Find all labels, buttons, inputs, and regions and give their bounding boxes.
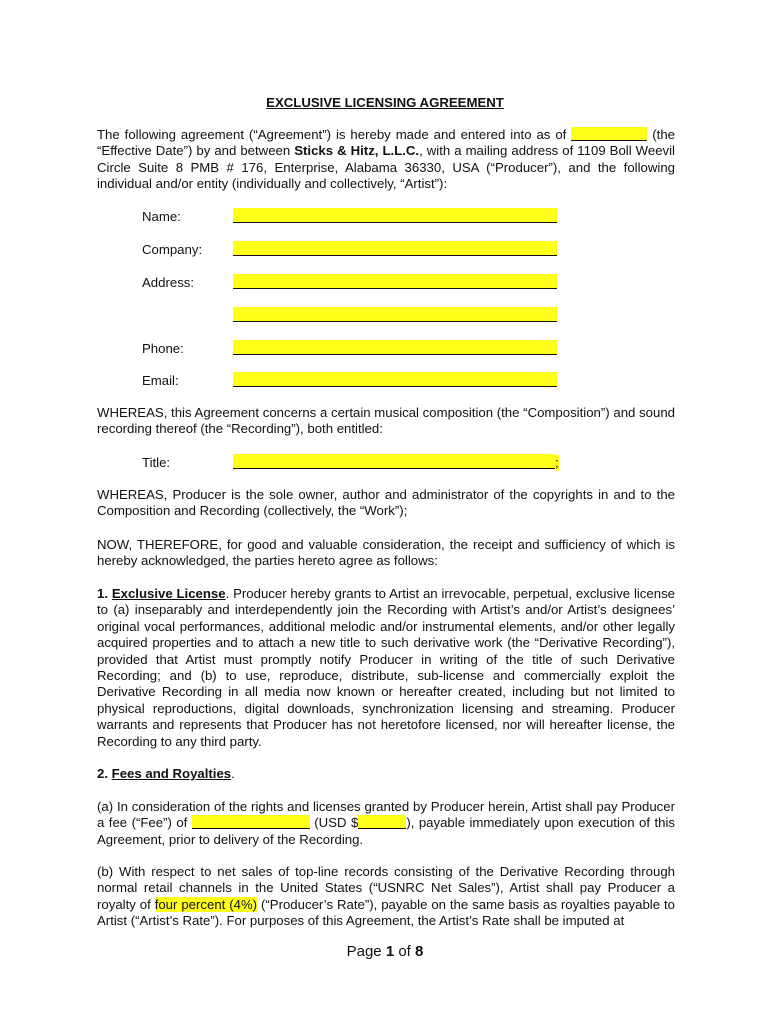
effective-date-blank[interactable] <box>571 127 647 141</box>
title-label: Title: <box>142 455 171 470</box>
whereas-paragraph-2: WHEREAS, Producer is the sole owner, author and administrator of the copyrights in and to the Composition and Recording (collectively, the “Work”); <box>97 487 675 519</box>
address-field-line-1[interactable] <box>233 274 557 289</box>
section-1-paragraph <box>97 586 675 750</box>
page-word: Page <box>346 943 382 960</box>
email-label: Email: <box>142 373 179 388</box>
producer-royalty-rate: four percent (4%) <box>154 896 258 912</box>
title-field[interactable] <box>233 454 555 469</box>
whereas-paragraph-1: WHEREAS, this Agreement concerns a certain musical composition (the “Composition”) and sound recording thereof (the “Recording”), both entitled: <box>97 405 675 437</box>
section-1-body: . Producer hereby grants to Artist an irrevocable, perpetual, exclusive license to (a) inseparably and interdependently join the Recording with Artist’s and/or Artist’s designees’ original vocal performances, additional melodic and/or instrumental elements, and/or other legally acquired properties and to attach a new title to such derivative work (the “Derivative Recording”), provided that Artist must promptly notify Producer in writing of the title of such Derivative Recording; and (b) to use, reproduce, distribute, sub-license and commercially exploit the Derivative Recording in all media now known or hereafter created, including but not limited to physical reproductions, digital downloads, synchronization licensing and streaming. Producer warrants and represents that Producer has not heretofore licensed, nor will hereafter license, the Recording to any third party. <box>97 586 675 749</box>
section-2-number: 2. <box>97 766 108 781</box>
section-2a-text-3: ), payable immediately upon execution of this Agreement, prior to delivery of the Recording. <box>97 815 675 847</box>
address-field-line-2[interactable] <box>233 307 557 322</box>
document-title: EXCLUSIVE LICENSING AGREEMENT <box>266 95 504 110</box>
page-number <box>0 944 770 960</box>
producer-company-name: Sticks & Hitz, L.L.C. <box>294 143 420 159</box>
section-2-heading: Fees and Royalties <box>111 766 232 781</box>
address-label: Address: <box>142 275 195 290</box>
now-therefore-paragraph: NOW, THEREFORE, for good and valuable consideration, the receipt and sufficiency of which is hereby acknowledged, the parties hereto agree as follows: <box>97 537 675 569</box>
section-2b-text-2: (“Producer’s Rate”), payable on the same basis as royalties payable to Artist (“Artist’s Rate”). For purposes of this Agreement, the Artist’s Rate shall be imputed at <box>97 896 675 929</box>
section-1-heading: Exclusive License <box>111 586 226 601</box>
fee-words-blank[interactable] <box>192 815 310 829</box>
name-field[interactable] <box>233 208 557 223</box>
phone-label: Phone: <box>142 341 184 356</box>
name-label: Name: <box>142 209 181 224</box>
intro-text-2: (the “Effective Date”) by and between <box>97 127 675 159</box>
title-field-suffix: ; <box>555 455 559 470</box>
section-1-number: 1. <box>97 586 108 601</box>
intro-text-3: , with a mailing address of 1109 Boll Weevil Circle Suite 8 PMB # 176, Enterprise, Alabama 36330, USA (“Producer”), and the following individual and/or entity (individually and collectively, “Artist”): <box>97 143 675 192</box>
total-pages: 8 <box>415 943 424 960</box>
section-2-period: . <box>231 766 235 781</box>
section-2b-text-1: (b) With respect to net sales of top-line records consisting of the Derivative Recording through normal retail channels in the United States (“USNRC Net Sales”), Artist shall pay Producer a royalty of <box>97 864 675 912</box>
current-page: 1 <box>385 943 395 960</box>
section-2a-text-1: (a) In consideration of the rights and licenses granted by Producer herein, Artist shall pay Producer a fee (“Fee”) of <box>97 799 675 831</box>
company-label: Company: <box>142 242 203 257</box>
company-field[interactable] <box>233 241 557 256</box>
fee-amount-blank[interactable] <box>358 815 406 829</box>
intro-text-1: The following agreement (“Agreement”) is hereby made and entered into as of <box>97 127 567 142</box>
of-word: of <box>398 943 411 960</box>
section-2a-text-2: (USD $ <box>314 815 359 831</box>
phone-field[interactable] <box>233 340 557 355</box>
section-2-heading-line <box>97 766 675 782</box>
email-field[interactable] <box>233 372 557 387</box>
section-2a-paragraph <box>97 799 675 848</box>
intro-paragraph <box>97 127 675 193</box>
section-2b-paragraph <box>97 864 675 930</box>
